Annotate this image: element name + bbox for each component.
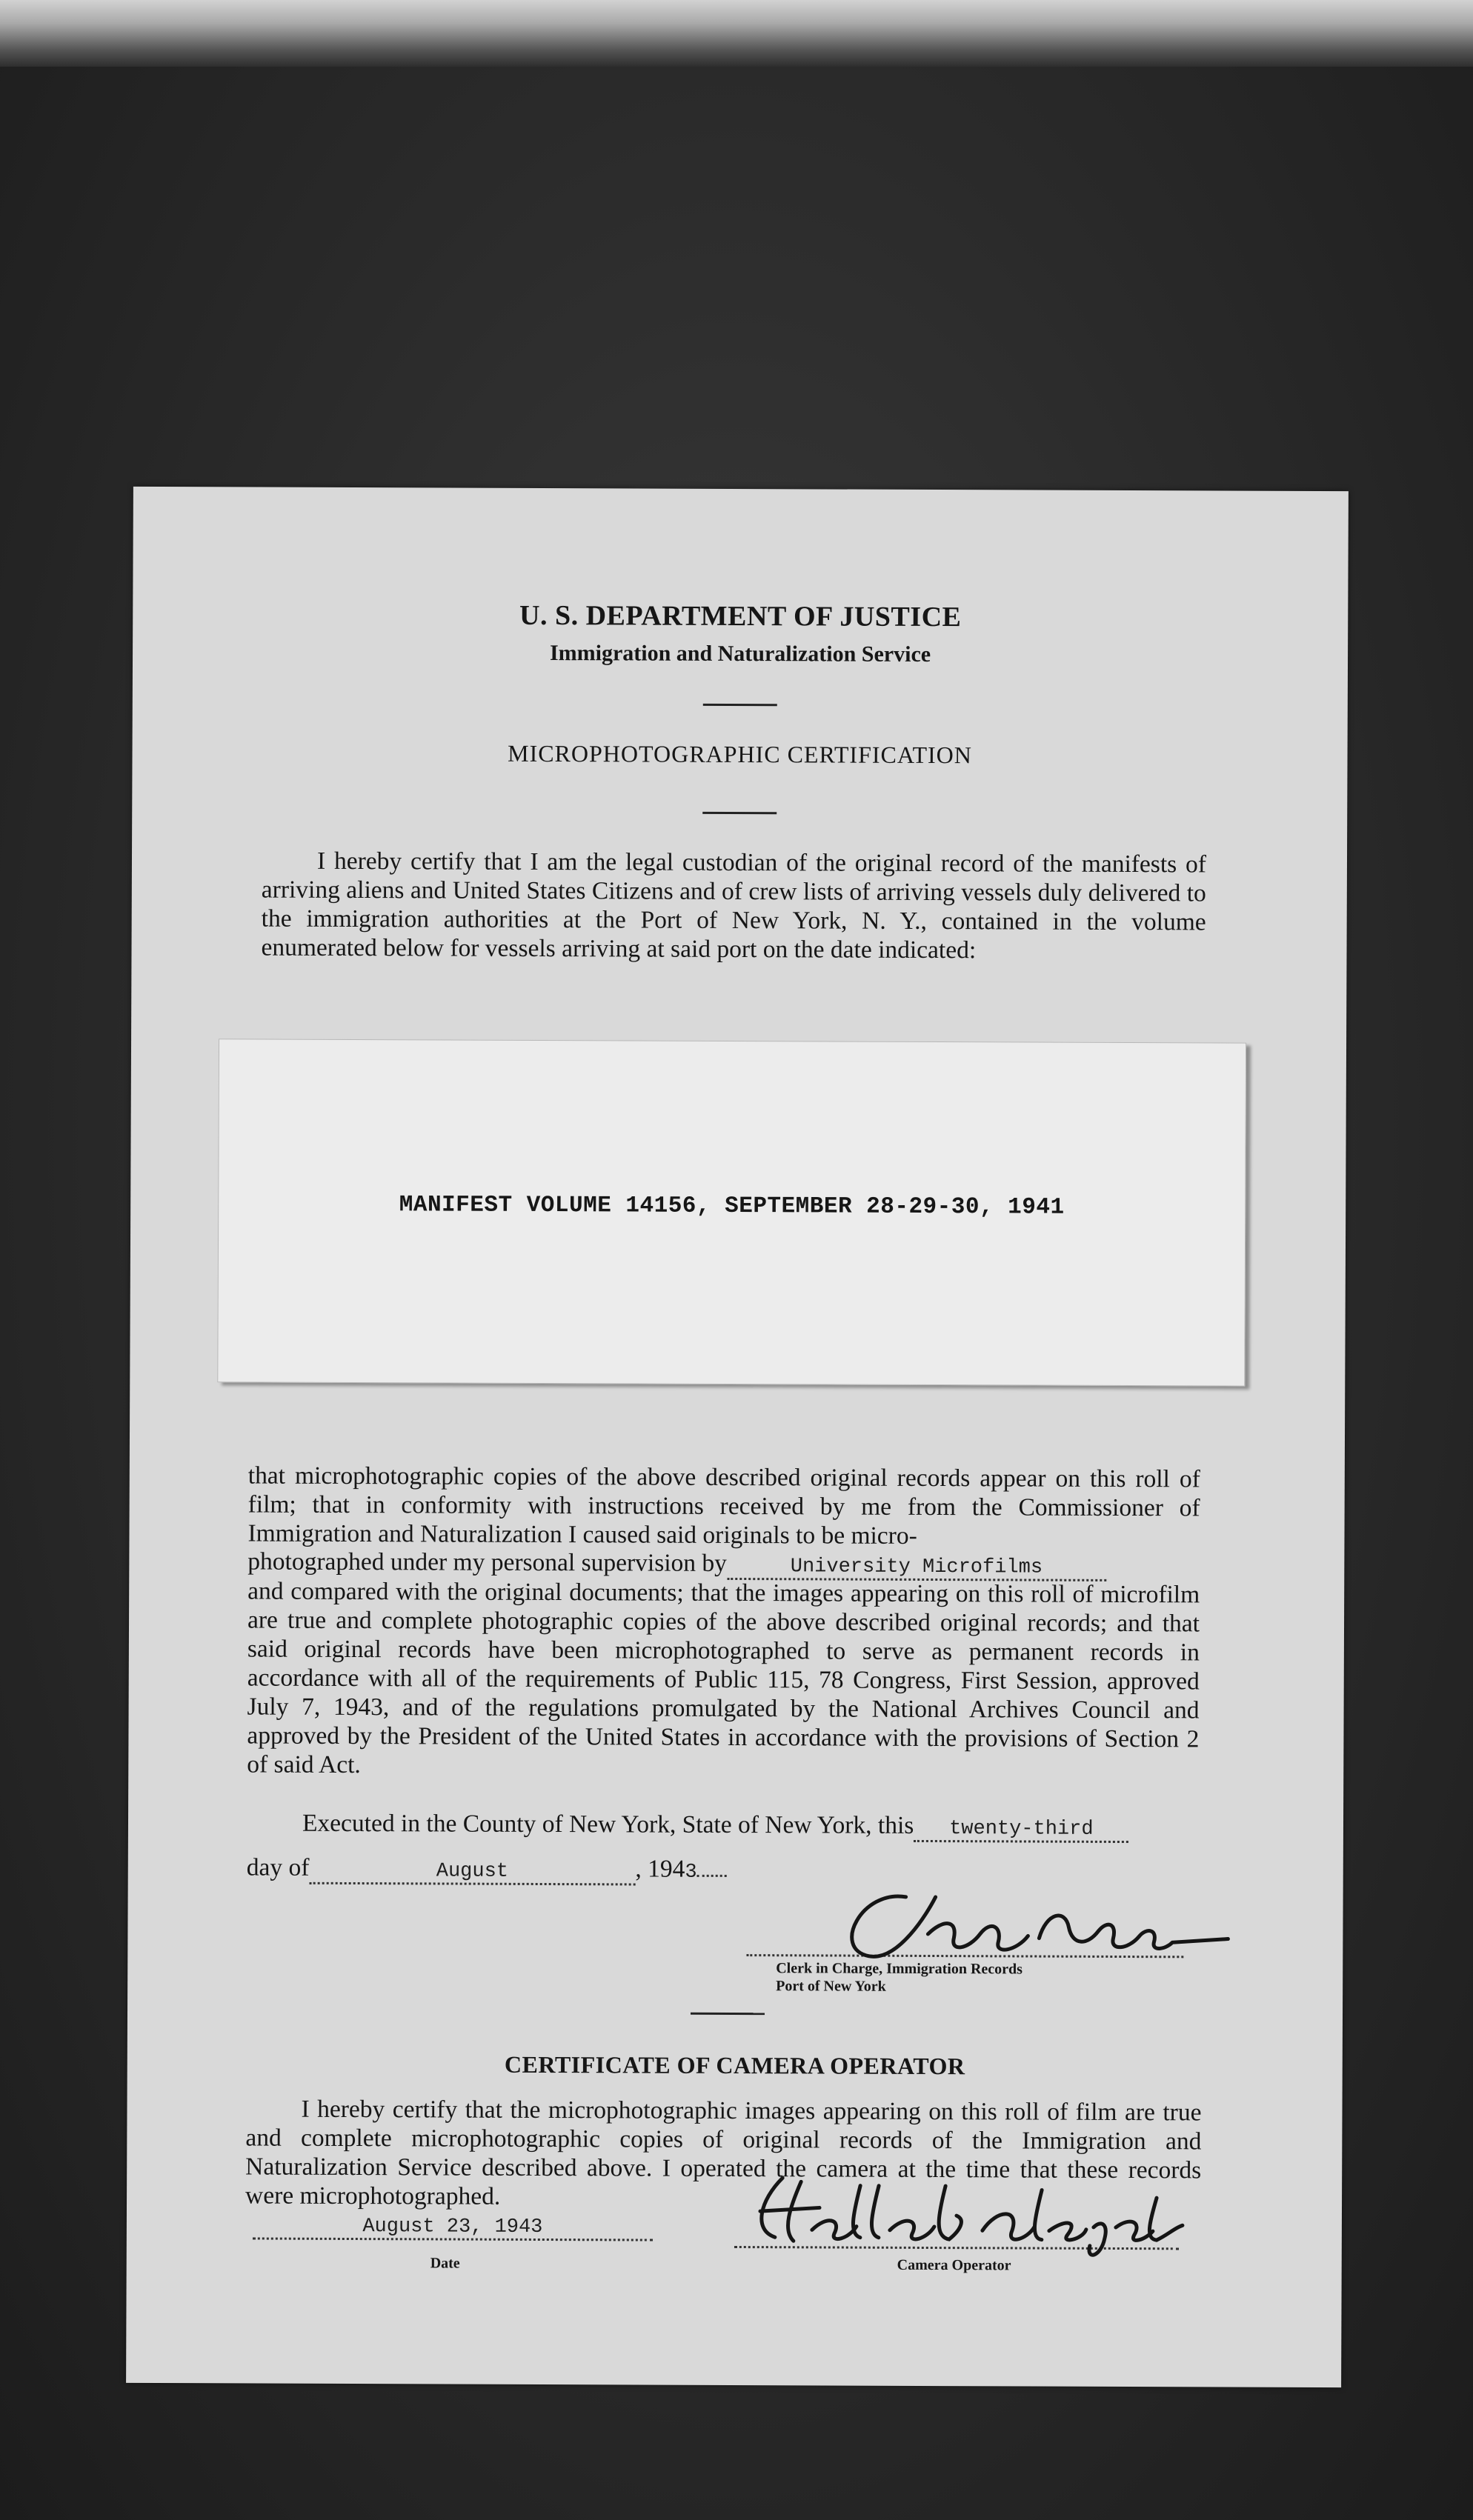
execution-year-prefix: , 194 [635, 1855, 685, 1883]
execution-day-value: twenty-third [949, 1818, 1094, 1841]
year-dots [697, 1875, 727, 1877]
film-top-edge [0, 0, 1473, 67]
volume-slip [217, 1039, 1246, 1386]
supervised-by-field [727, 1556, 1106, 1581]
service-subheading: Immigration and Naturalization Service [549, 641, 931, 667]
date-label: Date [430, 2255, 460, 2272]
department-heading: U. S. DEPARTMENT OF JUSTICE [519, 599, 962, 633]
supervision-prefix: photographed under my personal supervision by [247, 1547, 728, 1577]
execution-line [302, 1810, 1129, 1843]
body-paragraph-part1: that microphotographic copies of the above described original records appear on this roll of film; that in conformity with instructions received by me from the Commissioner of Immigration and Naturalization I caused said originals to be micro- [247, 1461, 1200, 1550]
execution-month-value: August [436, 1860, 509, 1883]
execution-date-line [247, 1853, 727, 1885]
divider [703, 704, 777, 706]
operator-date-field [253, 2215, 653, 2241]
day-of-label: day of [246, 1853, 310, 1881]
divider [691, 2013, 765, 2015]
clerk-title-line1: Clerk in Charge, Immigration Records [776, 1960, 1023, 1978]
operator-date-value: August 23, 1943 [362, 2216, 543, 2239]
certificate-title: MICROPHOTOGRAPHIC CERTIFICATION [508, 739, 972, 769]
camera-operator-paragraph: I hereby certify that the microphotographic images appearing on this roll of film are true and complete microphotographic copies of original records of the Immigration and Naturalization Service described above. I operated the camera at the time that these records were microphotographed. [245, 2095, 1202, 2210]
body-paragraph-part2: and compared with the original documents; that the images appearing on this roll of microfilm are true and complete photographic copies of the above described original records; and that said original records have been microphotographed to serve as permanent records in accordance with all of the requirements of Public 115, 78 Congress, First Session, approved July 7, 1943, and of the regulations promulgated by the National Archives Council and approved by the President of the United States in accordance with the provisions of Section 2 of said Act. [247, 1577, 1200, 1779]
execution-day-field [914, 1818, 1128, 1843]
execution-year-digit: 3 [685, 1861, 697, 1884]
intro-paragraph: I hereby certify that I am the legal custodian of the original record of the manifests of arriving aliens and United States Citizens and of crew lists of arriving vessels duly delivered to the immigration authorities at the Port of New York, N. Y., contained in the volume enumerated below for vessels arriving at said port on the date indicated: [261, 847, 1207, 964]
operator-date-line [253, 2209, 653, 2241]
clerk-signature [817, 1867, 1232, 1972]
execution-prefix: Executed in the County of New York, State of New York, this [302, 1809, 914, 1839]
divider [702, 812, 777, 814]
clerk-title-line2: Port of New York [776, 1978, 886, 1995]
volume-text: MANIFEST VOLUME 14156, SEPTEMBER 28-29-30, 1941 [399, 1192, 1065, 1221]
supervision-line [247, 1547, 1106, 1581]
supervised-by-value: University Microfilms [790, 1556, 1043, 1579]
execution-month-field [309, 1860, 635, 1886]
camera-operator-heading: CERTIFICATE OF CAMERA OPERATOR [504, 2050, 965, 2080]
clerk-title [776, 1959, 1023, 1996]
certification-sheet [126, 487, 1349, 2387]
operator-signature [731, 2156, 1191, 2268]
camera-operator-label: Camera Operator [897, 2256, 1011, 2274]
